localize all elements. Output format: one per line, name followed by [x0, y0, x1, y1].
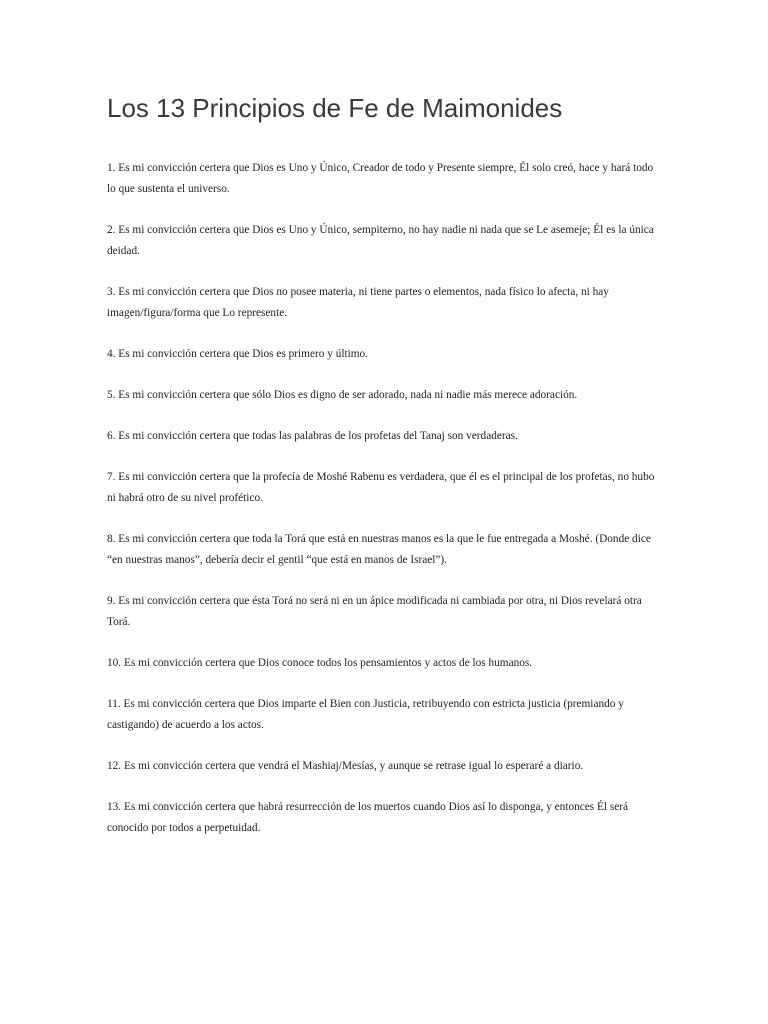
principle-6: 6. Es mi convicción certera que todas las palabras de los profetas del Tanaj son verdaderas. — [107, 430, 518, 442]
principle-9: 9. Es mi convicción certera que ésta Torá no será ni en un ápice modificada ni cambiada por otra, ni Dios revelará otra Torá. — [107, 595, 642, 628]
principle-11: 11. Es mi convicción certera que Dios imparte el Bien con Justicia, retribuyendo con estricta justicia (premiando y castigando) de acuerdo a los actos. — [107, 698, 624, 731]
principle-7: 7. Es mi convicción certera que la profecía de Moshé Rabenu es verdadera, que él es el principal de los profetas, no hubo ni habrá otro de su nivel profético. — [107, 471, 655, 504]
principle-12: 12. Es mi convicción certera que vendrá el Mashiaj/Mesías, y aunque se retrase igual lo esperaré a diario. — [107, 760, 584, 772]
principles-list — [107, 158, 663, 859]
principle-13: 13. Es mi convicción certera que habrá resurrección de los muertos cuando Dios así lo disponga, y entonces Él será conocido por todos a perpetuidad. — [107, 801, 629, 834]
principle-3: 3. Es mi convicción certera que Dios no posee materia, ni tiene partes o elementos, nada físico lo afecta, ni hay imagen/figura/forma que Lo represente. — [107, 286, 609, 319]
principle-10: 10. Es mi convicción certera que Dios conoce todos los pensamientos y actos de los humanos. — [107, 657, 533, 669]
principle-1: 1. Es mi convicción certera que Dios es Uno y Único, Creador de todo y Presente siempre, Él solo creó, hace y hará todo lo que sustenta el universo. — [107, 162, 654, 195]
principle-5: 5. Es mi convicción certera que sólo Dios es digno de ser adorado, nada ni nadie más merece adoración. — [107, 389, 578, 401]
principle-2: 2. Es mi convicción certera que Dios es Uno y Único, sempiterno, no hay nadie ni nada que se Le asemeje; Él es la única deidad. — [107, 224, 654, 257]
principle-8: 8. Es mi convicción certera que toda la Torá que está en nuestras manos es la que le fue entregada a Moshé. (Donde dice “en nuestras manos”, debería decir el gentil “que está en manos de Israel”). — [107, 533, 651, 566]
page-title: Los 13 Principios de Fe de Maimonides — [107, 93, 563, 123]
principle-4: 4. Es mi convicción certera que Dios es primero y último. — [107, 348, 369, 360]
